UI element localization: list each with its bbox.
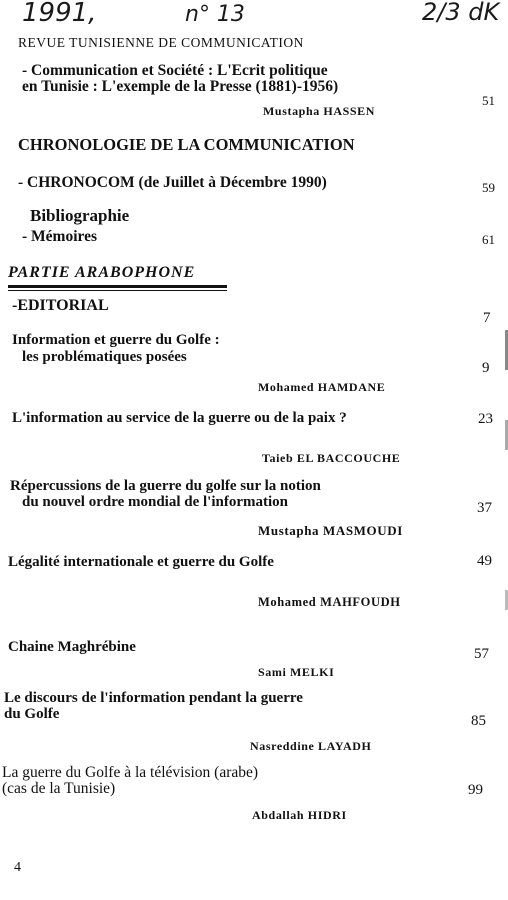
entry-page: 23 xyxy=(478,411,493,427)
handwritten-shelf-mark: 2/3 dK xyxy=(422,0,500,26)
entry-page: 85 xyxy=(471,713,486,729)
entry-title-line: du nouvel ordre mondial de l'information xyxy=(22,494,289,510)
entry-title-line: - Communication et Société : L'Ecrit politique xyxy=(22,62,328,79)
entry-title-line: Information et guerre du Golfe : xyxy=(12,332,220,348)
entry-title-line: Chaine Maghrébine xyxy=(8,639,136,655)
section-heading: Bibliographie xyxy=(30,206,130,225)
entry-author: Mohamed MAHFOUDH xyxy=(258,595,401,609)
page-folio: 4 xyxy=(14,860,21,875)
entry-title-line: Répercussions de la guerre du golfe sur la notion xyxy=(10,478,321,494)
handwritten-year: 1991, xyxy=(22,0,97,28)
entry-page: 59 xyxy=(482,180,495,195)
entry-page: 57 xyxy=(474,646,489,662)
entry-title-line: (cas de la Tunisie) xyxy=(2,780,116,797)
entry-author: Mustapha HASSEN xyxy=(263,104,376,118)
entry-title-line: - Mémoires xyxy=(22,228,98,245)
entry-author: Abdallah HIDRI xyxy=(252,808,347,822)
handwritten-issue: n° 13 xyxy=(185,2,245,27)
entry-title-line: L'information au service de la guerre ou de la paix ? xyxy=(12,410,347,426)
entry-title-line: Le discours de l'information pendant la guerre xyxy=(4,690,303,706)
entry-page: 99 xyxy=(468,782,483,798)
entry-title-line: La guerre du Golfe à la télévision (arabe) xyxy=(2,764,259,781)
entry-title-line: en Tunisie : L'exemple de la Presse (1881)-1956) xyxy=(22,78,339,95)
entry-page: 49 xyxy=(477,553,492,569)
part-heading-rule-thin xyxy=(8,290,227,291)
entry-page: 37 xyxy=(477,500,492,516)
entry-title-line: Légalité internationale et guerre du Golfe xyxy=(8,554,274,570)
entry-author: Sami MELKI xyxy=(258,665,335,679)
entry-title-line: -EDITORIAL xyxy=(12,297,109,314)
entry-author: Mustapha MASMOUDI xyxy=(258,523,403,538)
entry-author: Nasreddine LAYADH xyxy=(250,739,372,753)
entry-title-line: - CHRONOCOM (de Juillet à Décembre 1990) xyxy=(18,174,327,191)
entry-author: Mohamed HAMDANE xyxy=(258,380,386,394)
entry-page: 9 xyxy=(482,360,490,376)
entry-page: 7 xyxy=(483,310,491,326)
journal-title: REVUE TUNISIENNE DE COMMUNICATION xyxy=(18,35,304,50)
entry-author: Taieb EL BACCOUCHE xyxy=(262,451,401,465)
entry-page: 51 xyxy=(482,93,495,108)
part-heading-rule xyxy=(8,285,227,288)
entry-title-line: du Golfe xyxy=(4,706,60,722)
section-heading: CHRONOLOGIE DE LA COMMUNICATION xyxy=(18,135,355,154)
entry-title-line: les problématiques posées xyxy=(22,349,187,365)
part-heading: PARTIE ARABOPHONE xyxy=(8,264,196,281)
entry-page: 61 xyxy=(482,232,495,247)
